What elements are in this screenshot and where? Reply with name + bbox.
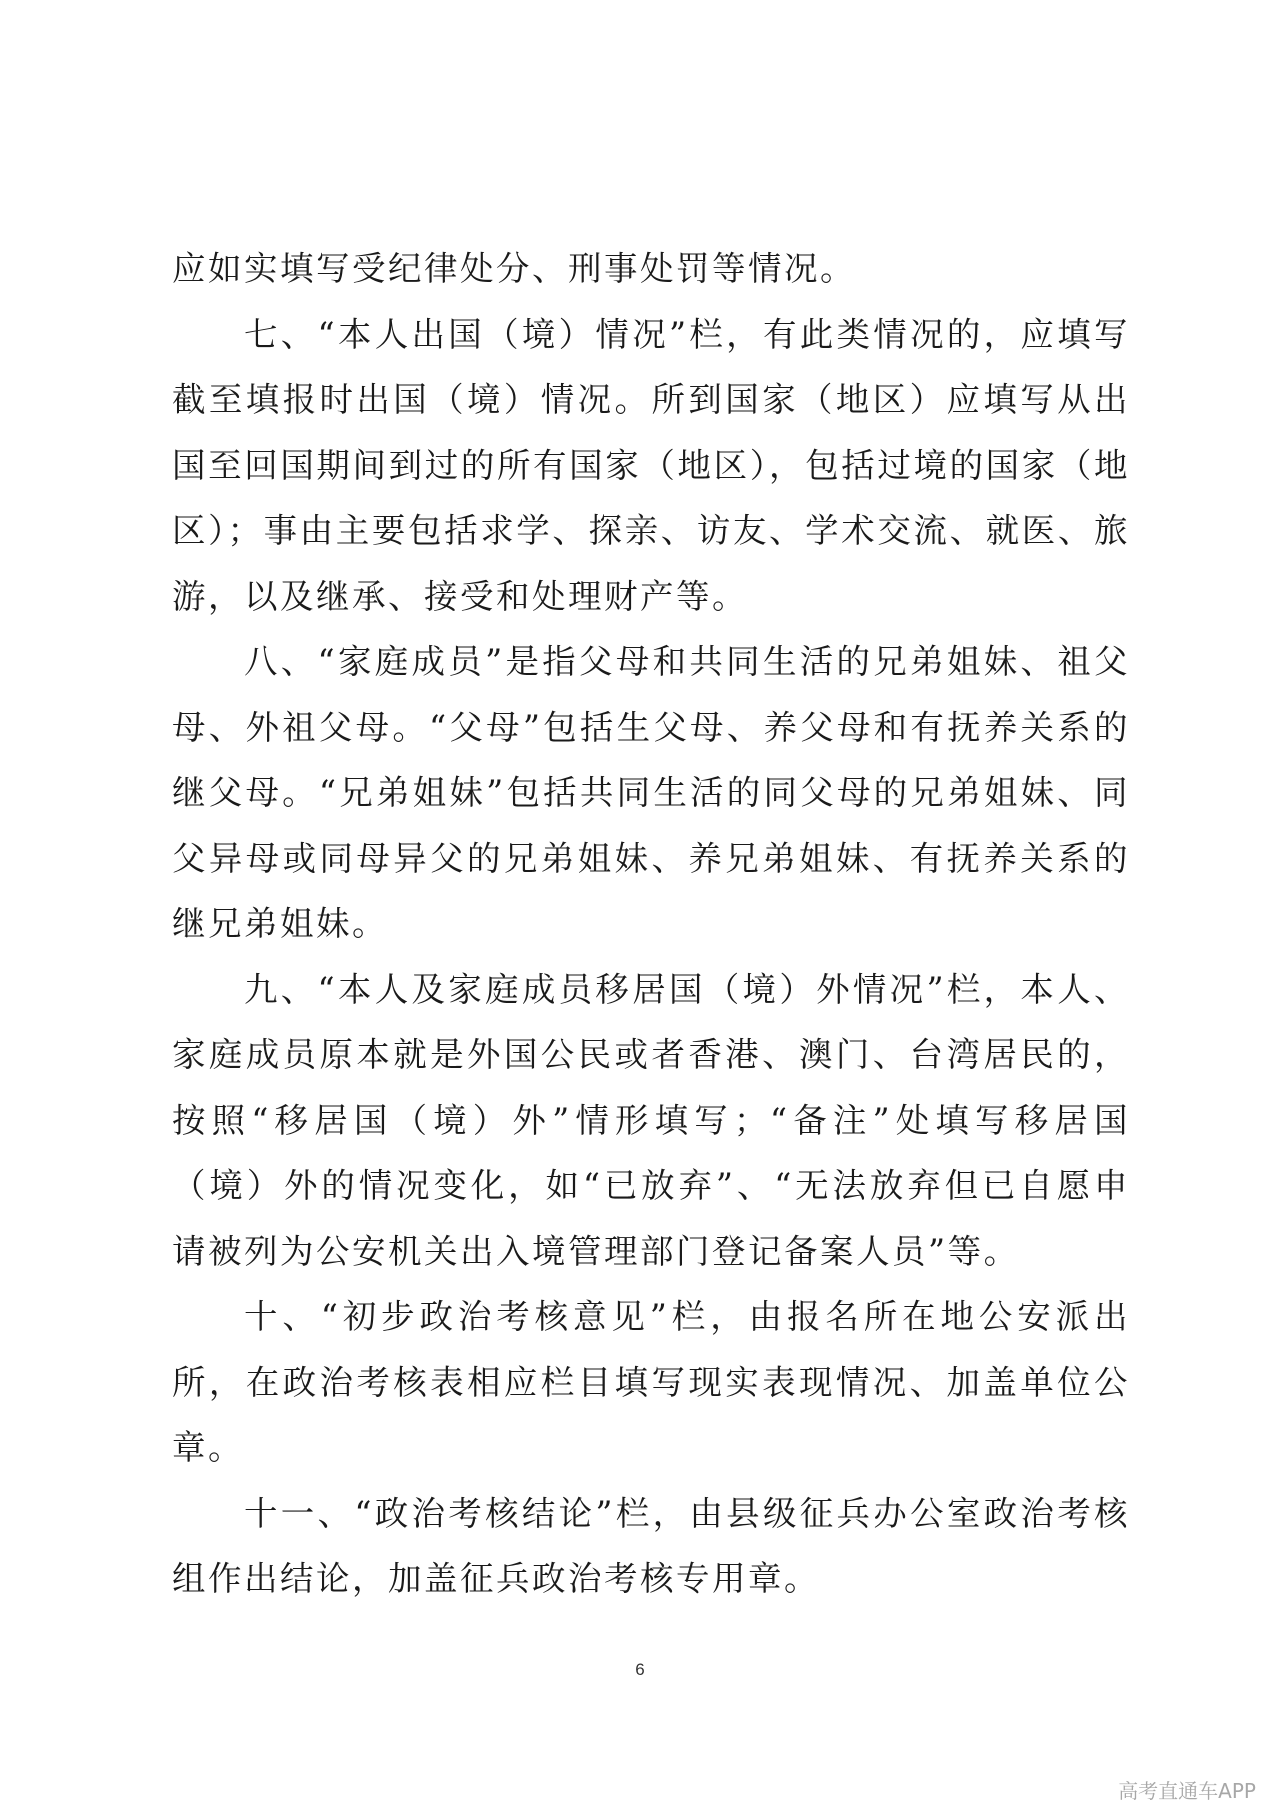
document-body xyxy=(172,236,1130,1612)
paragraph-item-11: 十一、“政治考核结论”栏，由县级征兵办公室政治考核组作出结论，加盖征兵政治考核专用章。 xyxy=(172,1493,1130,1598)
paragraph-item-10: 十、“初步政治考核意见”栏，由报名所在地公安派出所，在政治考核表相应栏目填写现实表现情况、加盖单位公章。 xyxy=(172,1297,1130,1467)
paragraph-item-7: 七、“本人出国（境）情况”栏，有此类情况的，应填写截至填报时出国（境）情况。所到国家（地区）应填写从出国至回国期间到过的所有国家（地区），包括过境的国家（地区）；事由主要包括求学、探亲、访友、学术交流、就医、旅游，以及继承、接受和处理财产等。 xyxy=(172,314,1130,616)
paragraph-item-9: 九、“本人及家庭成员移居国（境）外情况”栏，本人、家庭成员原本就是外国公民或者香港、澳门、台湾居民的，按照“移居国（境）外”情形填写；“备注”处填写移居国（境）外的情况变化，如“已放弃”、“无法放弃但已自愿申请被列为公安机关出入境管理部门登记备案人员”等。 xyxy=(172,969,1130,1271)
watermark-text: 高考直通车APP xyxy=(1118,1779,1256,1803)
paragraph-item-8: 八、“家庭成员”是指父母和共同生活的兄弟姐妹、祖父母、外祖父母。“父母”包括生父母、养父母和有抚养关系的继父母。“兄弟姐妹”包括共同生活的同父母的兄弟姐妹、同父异母或同母异父的兄弟姐妹、养兄弟姐妹、有抚养关系的继兄弟姐妹。 xyxy=(172,642,1130,943)
page-number: 6 xyxy=(635,1660,645,1679)
paragraph-continuation: 应如实填写受纪律处分、刑事处罚等情况。 xyxy=(172,249,856,288)
